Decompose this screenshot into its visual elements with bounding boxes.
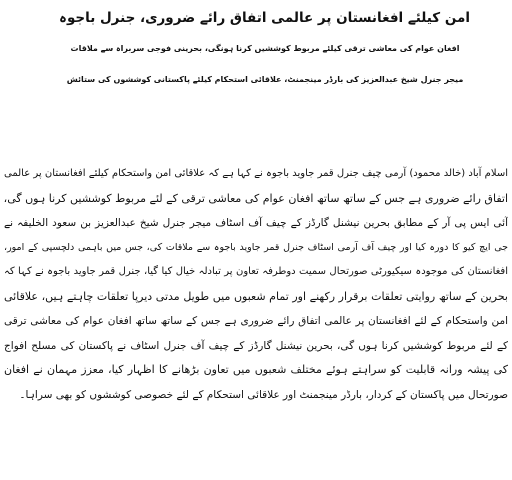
- body-line: اسلام آباد (خالد محمود) آرمی چیف جنرل قمر جاوید باجوہ نے کہا ہے کہ علاقائی امن واستحکام کیلئے افغانستان پر عالمی: [4, 168, 508, 179]
- body-line: صورتحال میں پاکستان کے کردار، بارڈر مینجمنٹ اور علاقائی استحکام کے لئے خصوصی کوششوں کو بھی سراہا۔: [19, 388, 508, 401]
- body-line: کے لئے مربوط کوششیں کرنا ہوں گی، بحرین نیشنل گارڈز کے چیف آف جنرل اسٹاف نے پاکستان کی مسلح افواج: [4, 339, 508, 352]
- body-line: بحرین کے ساتھ روایتی تعلقات برقرار رکھنے اور تمام شعبوں میں طویل مدتی دیرپا تعلقات چاہتے ہیں، علاقائی: [4, 289, 508, 303]
- body-line: جی ایچ کیو کا دورہ کیا اور چیف آف آرمی اسٹاف جنرل قمر جاوید باجوہ سے ملاقات کی، جس میں باہمی دلچسپی کے امور،: [4, 241, 508, 253]
- main-headline: امن کیلئے افغانستان پر عالمی اتفاق رائے ضروری، جنرل باجوہ: [59, 10, 470, 26]
- headline-block: [60, 4, 470, 97]
- body-line: آئی ایس پی آر کے مطابق بحرین نیشنل گارڈز کے چیف آف اسٹاف میجر جنرل شیخ عبدالعزیز بن سعود الخلیفہ نے: [4, 217, 508, 229]
- body-line: امن واستحکام کے لئے افغانستان پر عالمی اتفاق رائے ضروری ہے جس کے ساتھ ساتھ افغان عوام کی معاشی ترقی: [4, 315, 508, 327]
- sub-headline-2: میجر جنرل شیخ عبدالعزیز کی بارڈر مینجمنٹ، علاقائی استحکام کیلئے پاکستانی کوششوں کی ستائش: [66, 75, 464, 84]
- article-body: [4, 162, 508, 407]
- body-line: افغانستان کی موجودہ سیکیورٹی صورتحال سمیت دوطرفہ تعاون پر تبادلہ خیال کیا گیا، جنرل قمر جاوید باجوہ نے کہا کہ: [4, 266, 508, 277]
- sub-headline-1: افغان عوام کی معاشی ترقی کیلئے مربوط کوششیں کرنا ہونگی، بحرینی فوجی سربراہ سے ملاقات: [70, 44, 460, 53]
- body-line: کی پیشہ ورانہ قابلیت کو سراہتے ہوئے مختلف شعبوں میں تعاون بڑھانے کا اظہار کیا، معزز مہمان نے افغان: [4, 363, 508, 376]
- body-line: اتفاق رائے ضروری ہے جس کے ساتھ ساتھ افغان عوام کی معاشی ترقی کے لئے مربوط کوششیں کرنا ہوں گی،: [4, 191, 508, 205]
